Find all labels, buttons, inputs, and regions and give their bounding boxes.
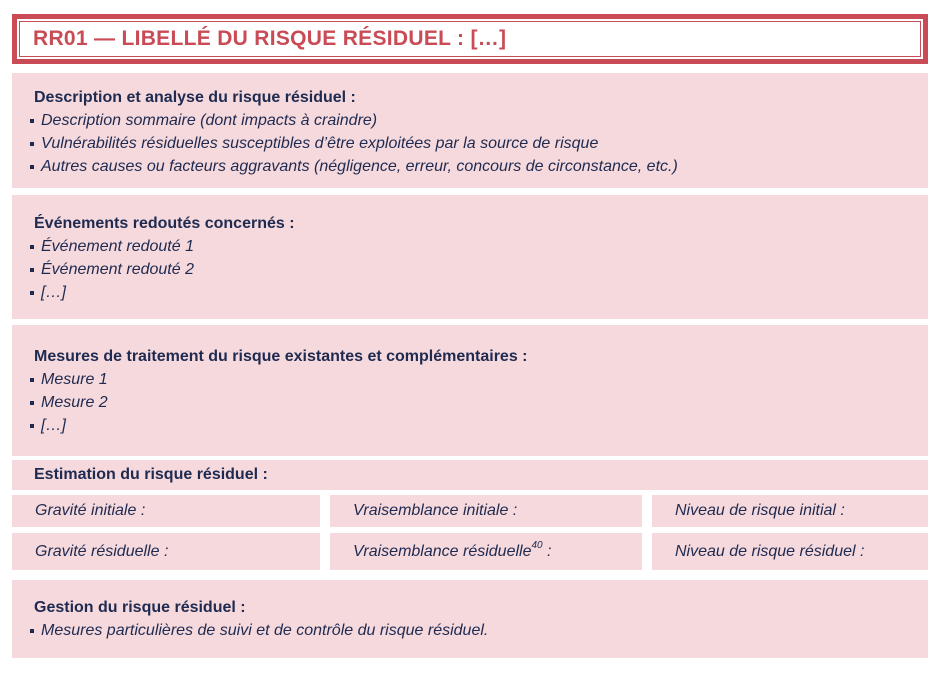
section-feared-events-title: Événements redoutés concernés : — [34, 215, 295, 232]
list-item-text: Événement redouté 2 — [41, 261, 194, 278]
table-cell-gravite-residuelle — [12, 533, 320, 570]
table-cell-text: Niveau de risque initial : — [675, 502, 845, 519]
list-item — [30, 414, 904, 437]
footnote-reference: 40 — [531, 540, 543, 552]
bullet-icon — [30, 165, 34, 169]
list-item — [30, 132, 904, 155]
section-treatment-measures — [12, 325, 928, 456]
section-risk-management — [12, 580, 928, 658]
estimation-title: Estimation du risque résiduel : — [34, 466, 268, 483]
table-cell-text: Niveau de risque résiduel : — [675, 542, 865, 560]
section-treatment-measures-title: Mesures de traitement du risque existantes et complémentaires : — [34, 348, 528, 365]
table-cell-text: Vraisemblance initiale : — [353, 502, 518, 519]
table-row — [12, 495, 928, 527]
list-item — [30, 281, 904, 304]
list-item — [30, 109, 904, 132]
list-item-text: […] — [41, 284, 66, 301]
table-cell-vraisemblance-initiale — [330, 495, 642, 527]
table-cell-niveau-risque-initial — [652, 495, 928, 527]
bullet-icon — [30, 142, 34, 146]
table-cell-vraisemblance-residuelle — [330, 533, 642, 570]
section-risk-management-title: Gestion du risque résiduel : — [34, 599, 246, 616]
section-description-title: Description et analyse du risque résiduel : — [34, 89, 356, 106]
estimation-title-bar — [12, 460, 928, 490]
section-feared-events — [12, 195, 928, 319]
table-cell-text: Vraisemblance résiduelle$^{40}$ : — [353, 540, 552, 560]
table-cell-gravite-initiale — [12, 495, 320, 527]
list-item-text: Mesures particulières de suivi et de contrôle du risque résiduel. — [41, 622, 489, 639]
bullet-icon — [30, 629, 34, 633]
section-description — [12, 73, 928, 188]
bullet-icon — [30, 268, 34, 272]
table-row — [12, 533, 928, 570]
table-cell-niveau-risque-residuel — [652, 533, 928, 570]
bullet-icon — [30, 119, 34, 123]
list-item — [30, 235, 904, 258]
list-item — [30, 391, 904, 414]
list-item-text: Mesure 2 — [41, 394, 108, 411]
list-item-text: Description sommaire (dont impacts à craindre) — [41, 112, 378, 129]
table-cell-text: Gravité résiduelle : — [35, 542, 169, 560]
bullet-icon — [30, 424, 34, 428]
bullet-icon — [30, 291, 34, 295]
bullet-icon — [30, 245, 34, 249]
bullet-icon — [30, 378, 34, 382]
list-item-text: Mesure 1 — [41, 371, 108, 388]
risk-header-box-inner — [19, 21, 921, 57]
list-item-text: Vulnérabilités résiduelles susceptibles d’être exploitées par la source de risque — [41, 135, 599, 152]
list-item — [30, 619, 904, 642]
risk-form-content — [12, 14, 928, 658]
list-item — [30, 258, 904, 281]
risk-header-box — [12, 14, 928, 64]
list-item-text: Événement redouté 1 — [41, 238, 194, 255]
list-item — [30, 368, 904, 391]
list-item — [30, 155, 904, 178]
risk-header-title: RR01 — LIBELLÉ DU RISQUE RÉSIDUEL : […] — [33, 27, 507, 50]
table-cell-text: Gravité initiale : — [35, 502, 146, 519]
list-item-text: […] — [41, 417, 66, 434]
bullet-icon — [30, 401, 34, 405]
list-item-text: Autres causes ou facteurs aggravants (négligence, erreur, concours de circonstance, etc.) — [41, 158, 678, 175]
